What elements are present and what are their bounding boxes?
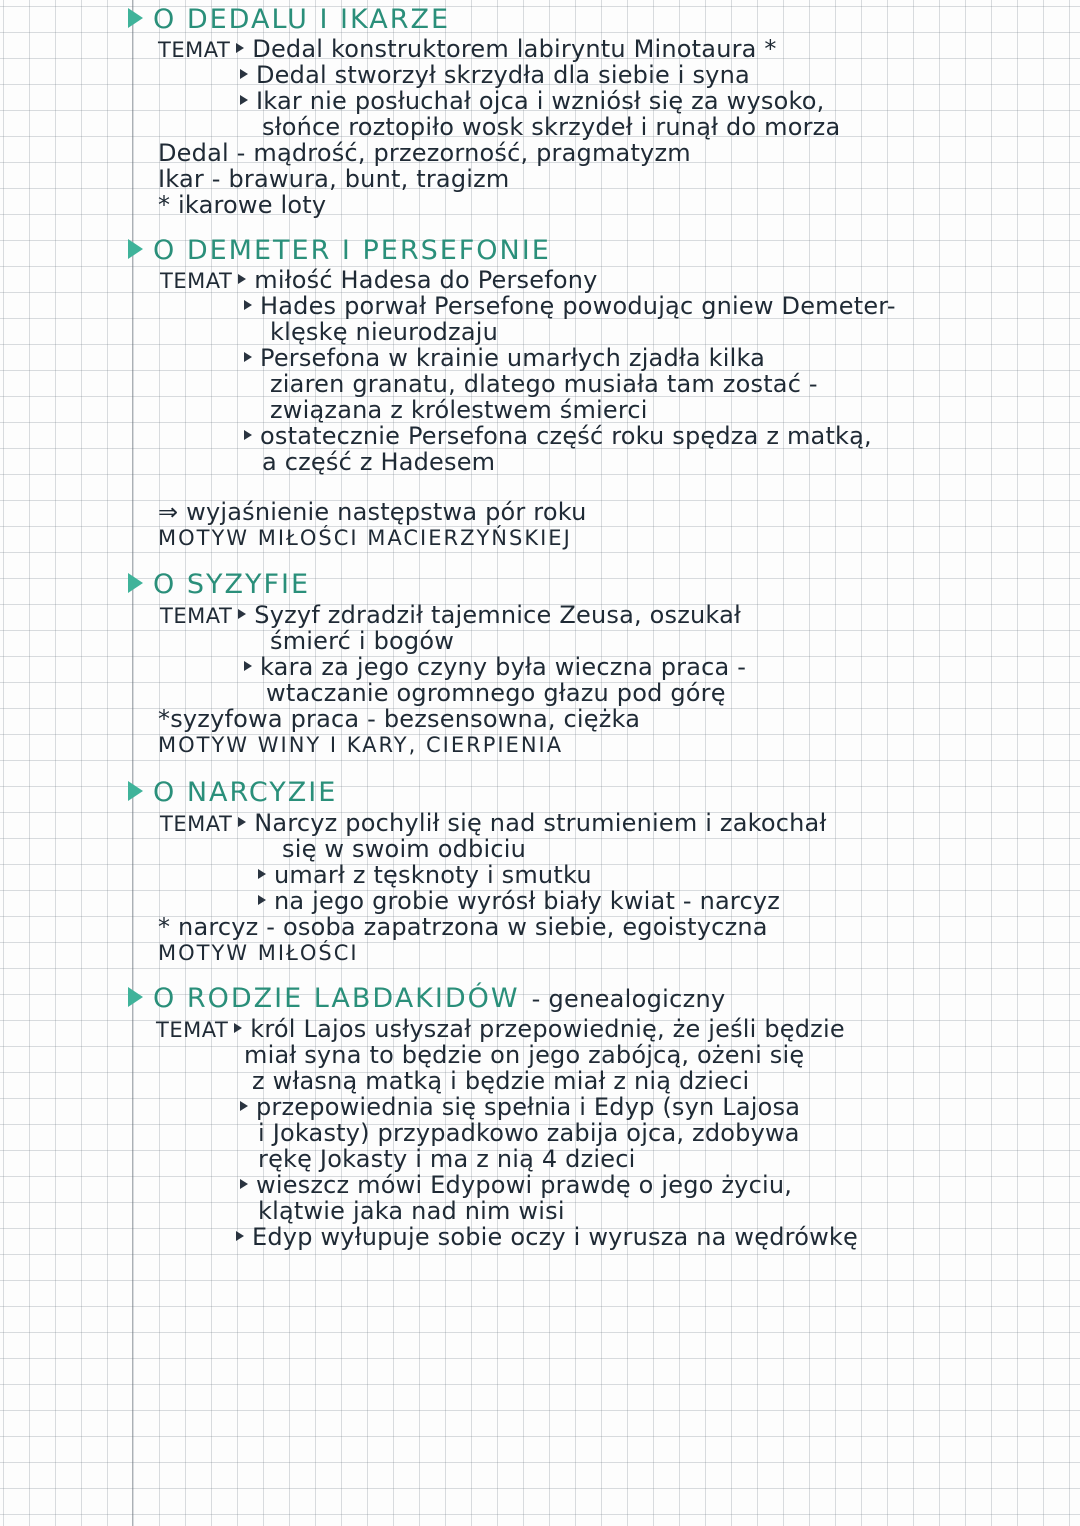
demeter-temat-line — [160, 267, 598, 294]
temat-label: TEMAT — [160, 269, 233, 293]
labdakidzi-point-1 — [240, 1094, 800, 1120]
point-text: Ikar nie posłuchał ojca i wzniósł się za wysoko, — [256, 87, 825, 115]
ikar-trait-line: Ikar - brawura, bunt, tragizm — [158, 165, 510, 193]
syzyf-point-1-cont: wtaczanie ogromnego głazu pod górę — [266, 679, 726, 707]
point-text: przepowiednia się spełnia i Edyp (syn Lajosa — [256, 1093, 801, 1121]
heading-text: O DEDALU I IKARZE — [153, 4, 451, 35]
section-heading-syzyf — [128, 570, 310, 600]
demeter-point-1 — [244, 293, 896, 319]
syzyf-temat-cont: śmierć i bogów — [270, 627, 455, 655]
bullet-triangle-icon — [244, 300, 252, 310]
section-heading-demeter — [128, 236, 551, 266]
section-heading-dedal — [128, 5, 450, 35]
bullet-triangle-icon — [258, 895, 266, 905]
heading-text: O DEMETER I PERSEFONIE — [153, 235, 551, 266]
notebook-margin-line — [132, 0, 133, 1526]
bullet-triangle-icon — [240, 95, 248, 105]
narcyz-point-1 — [258, 862, 592, 888]
point-text: ostatecznie Persefona część roku spędza z matką, — [260, 422, 872, 450]
section-heading-narcyz — [128, 778, 337, 808]
bullet-triangle-icon — [258, 869, 266, 879]
heading-marker-icon — [128, 239, 143, 259]
bullet-triangle-icon — [240, 69, 248, 79]
bullet-triangle-icon — [238, 274, 246, 284]
narcyz-temat-cont: się w swoim odbiciu — [282, 835, 527, 863]
narcyz-motyw: MOTYW MIŁOŚCI — [158, 941, 359, 965]
point-text: kara za jego czyny była wieczna praca - — [260, 653, 747, 681]
temat-label: TEMAT — [156, 1018, 229, 1042]
dedal-star-note: * ikarowe loty — [158, 191, 327, 219]
point-text: Persefona w krainie umarłych zjadła kilka — [260, 344, 766, 372]
bullet-triangle-icon — [244, 352, 252, 362]
bullet-triangle-icon — [244, 661, 252, 671]
heading-marker-icon — [128, 987, 143, 1007]
point-text: wieszcz mówi Edypowi prawdę o jego życiu, — [256, 1171, 793, 1199]
point-text: Edyp wyłupuje sobie oczy i wyrusza na wędrówkę — [252, 1223, 858, 1251]
demeter-point-2 — [244, 345, 765, 371]
demeter-point-2-cont-a: ziaren granatu, dlatego musiała tam zostać - — [270, 370, 818, 398]
point-text: Hades porwał Persefonę powodując gniew Demeter- — [260, 292, 896, 320]
labdakidzi-temat-cont-a: miał syna to będzie on jego zabójcą, ożeni się — [244, 1041, 805, 1069]
bullet-triangle-icon — [236, 1231, 244, 1241]
syzyf-temat-line — [160, 602, 741, 629]
heading-marker-icon — [128, 573, 143, 593]
labdakidzi-temat-text: król Lajos usłyszał przepowiednię, że jeśli będzie — [250, 1015, 845, 1043]
labdakidzi-point-2 — [240, 1172, 792, 1198]
labdakidzi-point-3 — [236, 1224, 858, 1250]
bullet-triangle-icon — [244, 430, 252, 440]
labdakidzi-temat-line — [156, 1016, 845, 1043]
heading-text: O RODZIE LABDAKIDÓW — [153, 983, 520, 1014]
bullet-triangle-icon — [238, 609, 246, 619]
point-text: umarł z tęsknoty i smutku — [274, 861, 592, 889]
labdakidzi-temat-cont-b: z własną matką i będzie miał z nią dzieci — [252, 1067, 750, 1095]
demeter-conclusion: ⇒ wyjaśnienie następstwa pór roku — [158, 498, 587, 526]
syzyf-motyw: MOTYW WINY I KARY, CIERPIENIA — [158, 733, 564, 757]
dedal-trait-line: Dedal - mądrość, przezorność, pragmatyzm — [158, 139, 691, 167]
dedal-point-1 — [240, 62, 750, 88]
dedal-temat-line — [158, 36, 777, 63]
heading-marker-icon — [128, 8, 143, 28]
syzyf-temat-text: Syzyf zdradził tajemnice Zeusa, oszukał — [254, 601, 742, 629]
demeter-point-2-cont-b: związana z królestwem śmierci — [270, 396, 648, 424]
temat-label: TEMAT — [160, 604, 233, 628]
syzyf-star-note: *syzyfowa praca - bezsensowna, ciężka — [158, 705, 641, 733]
heading-text: O SYZYFIE — [153, 569, 311, 600]
demeter-point-3-cont: a część z Hadesem — [262, 448, 496, 476]
dedal-point-2-cont: słońce roztopiło wosk skrzydeł i runął do morza — [262, 113, 841, 141]
demeter-temat-text: miłość Hadesa do Persefony — [254, 266, 598, 294]
bullet-triangle-icon — [234, 1023, 242, 1033]
narcyz-point-2 — [258, 888, 780, 914]
narcyz-temat-line — [160, 810, 827, 837]
labdakidzi-point-1-cont-a: i Jokasty) przypadkowo zabija ojca, zdobywa — [258, 1119, 800, 1147]
syzyf-point-1 — [244, 654, 746, 680]
point-text: na jego grobie wyrósł biały kwiat - narcyz — [274, 887, 781, 915]
dedal-temat-text: Dedal konstruktorem labiryntu Minotaura * — [252, 35, 777, 63]
heading-suffix: - genealogiczny — [531, 985, 726, 1013]
bullet-triangle-icon — [240, 1101, 248, 1111]
temat-label: TEMAT — [158, 38, 231, 62]
demeter-point-1-cont: klęskę nieurodzaju — [270, 318, 499, 346]
bullet-triangle-icon — [240, 1179, 248, 1189]
bullet-triangle-icon — [236, 43, 244, 53]
temat-label: TEMAT — [160, 812, 233, 836]
bullet-triangle-icon — [238, 817, 246, 827]
heading-marker-icon — [128, 781, 143, 801]
narcyz-temat-text: Narcyz pochylił się nad strumieniem i zakochał — [254, 809, 827, 837]
heading-text: O NARCYZIE — [153, 777, 338, 808]
labdakidzi-point-1-cont-b: rękę Jokasty i ma z nią 4 dzieci — [258, 1145, 636, 1173]
demeter-point-3 — [244, 423, 872, 449]
dedal-point-2 — [240, 88, 824, 114]
section-heading-labdakidzi — [128, 984, 726, 1014]
demeter-motyw: MOTYW MIŁOŚCI MACIERZYŃSKIEJ — [158, 526, 572, 550]
narcyz-star-note: * narcyz - osoba zapatrzona w siebie, egoistyczna — [158, 913, 768, 941]
point-text: Dedal stworzył skrzydła dla siebie i syna — [256, 61, 750, 89]
labdakidzi-point-2-cont: klątwie jaka nad nim wisi — [258, 1197, 565, 1225]
